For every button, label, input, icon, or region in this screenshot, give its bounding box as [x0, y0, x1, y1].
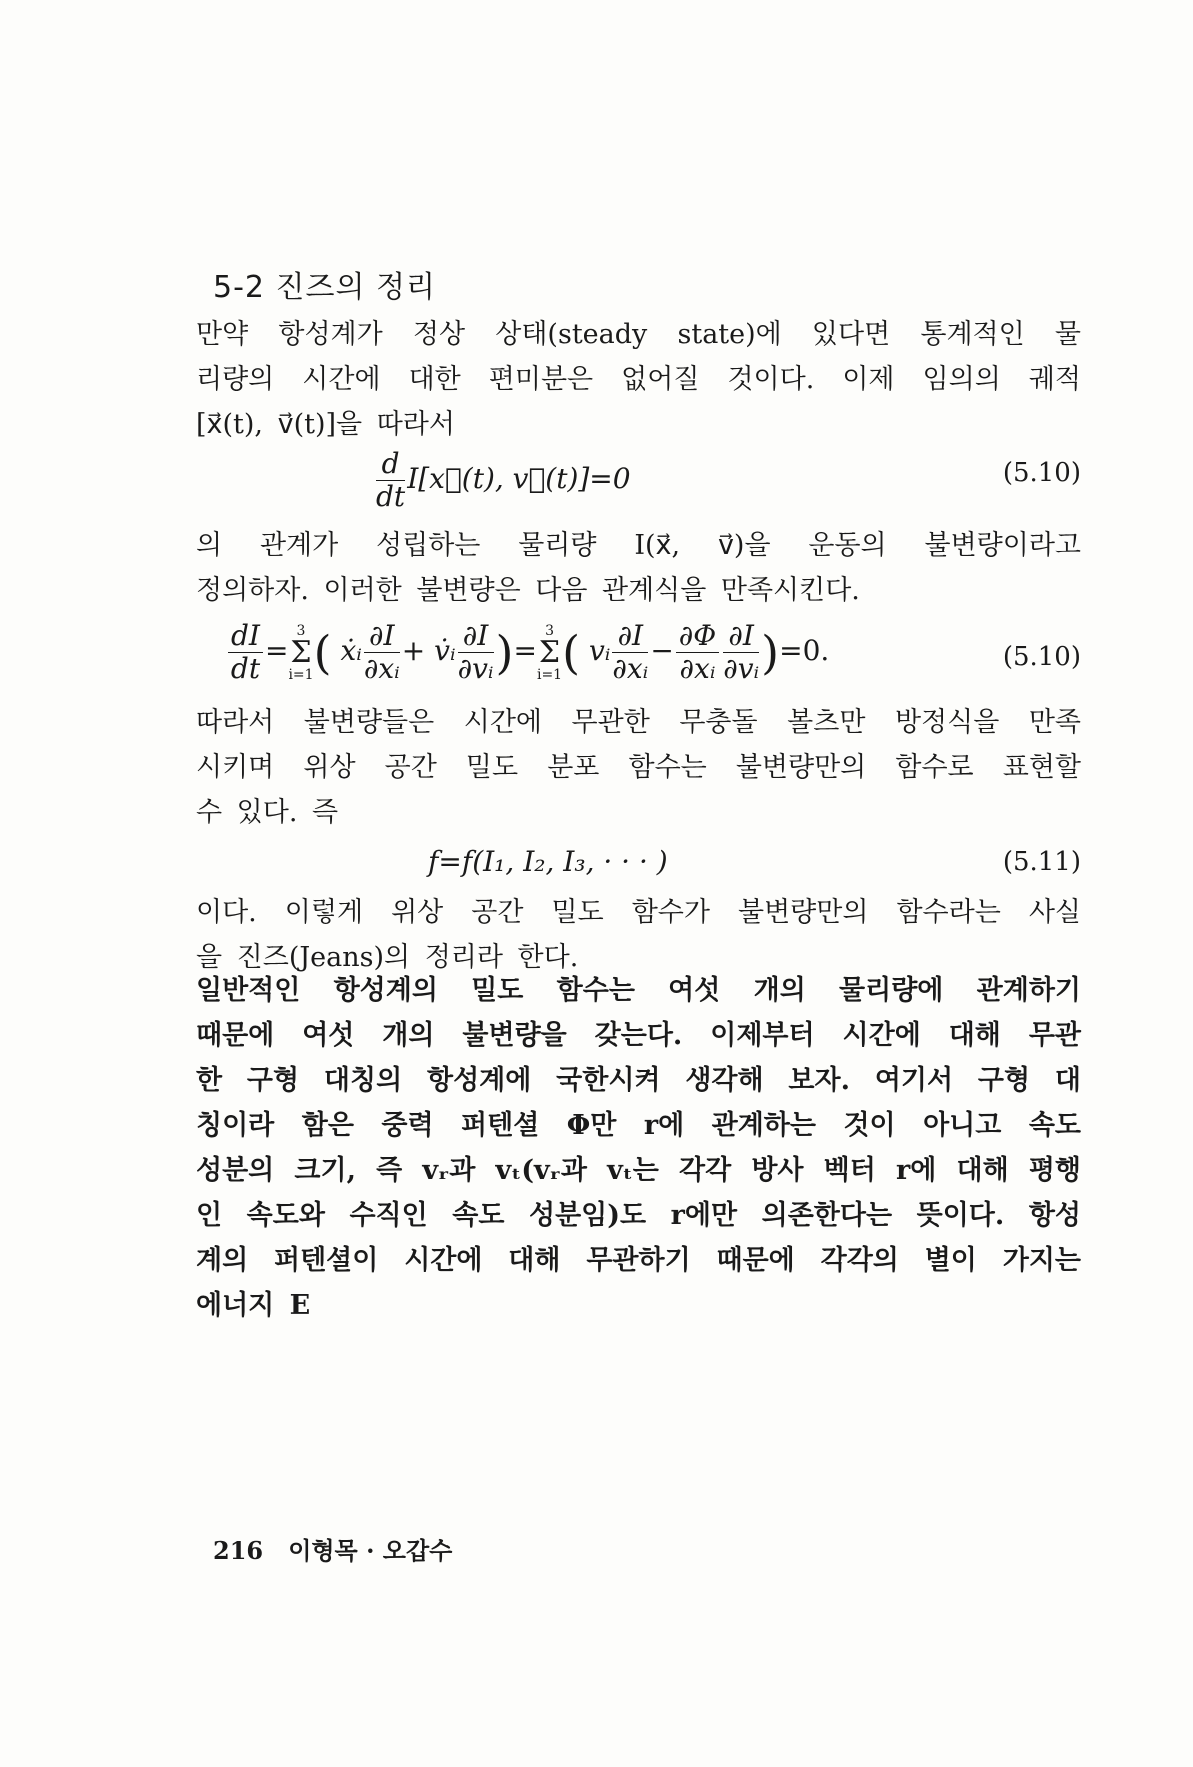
text-line: 의 관계가 성립하는 물리량 I(x⃗, v⃗)을 운동의 불변량이라고 — [196, 530, 1081, 561]
text-line: 에너지 E — [196, 1290, 311, 1321]
text-line: 한 구형 대칭의 항성계에 국한시켜 생각해 보자. 여기서 구형 대 — [196, 1065, 1081, 1096]
fraction-denominator: ∂vᵢ — [457, 652, 494, 685]
section-heading: 5-2 진즈의 정리 — [213, 270, 436, 305]
equation-body: I[x⃗(t), v⃗(t)]=0 — [407, 462, 631, 495]
text-line: 리량의 시간에 대한 편미분은 없어질 것이다. 이제 임의의 궤적 — [196, 364, 1081, 395]
text-line: 을 진즈(Jeans)의 정리라 한다. — [196, 942, 579, 973]
text-line: 일반적인 항성계의 밀도 함수는 여섯 개의 물리량에 관계하기 — [196, 975, 1081, 1006]
fraction — [228, 620, 263, 685]
text-line: 칭이라 함은 중력 퍼텐셜 Φ만 r에 관계하는 것이 아니고 속도 — [196, 1110, 1081, 1141]
paragraph-1 — [196, 312, 1081, 447]
paragraph-2 — [196, 523, 1081, 613]
text-line: 계의 퍼텐셜이 시간에 대해 무관하기 때문에 각각의 별이 가지는 — [196, 1245, 1081, 1276]
equation-number: (5.10) — [1002, 642, 1081, 672]
summation: 3 Σ i=1 — [536, 622, 563, 683]
text-line: 때문에 여섯 개의 불변량을 갖는다. 이제부터 시간에 대해 무관 — [196, 1020, 1081, 1051]
coefficient: v̇ᵢ — [434, 634, 456, 667]
fraction-numerator: ∂I — [723, 620, 759, 653]
fraction-numerator: dI — [228, 620, 263, 653]
text-line: [x⃗(t), v⃗(t)]을 따라서 — [196, 409, 455, 440]
text-line: 수 있다. 즉 — [196, 797, 339, 828]
equation-number: (5.11) — [1002, 847, 1081, 877]
equation-number: (5.10) — [1002, 458, 1081, 488]
fraction-denominator: ∂vᵢ — [723, 652, 760, 685]
equation-tail: =0. — [779, 634, 830, 667]
text-line: 시키며 위상 공간 밀도 분포 함수는 불변량만의 함수로 표현할 — [196, 752, 1081, 783]
text-line: 이다. 이렇게 위상 공간 밀도 함수가 불변량만의 함수라는 사실 — [196, 897, 1081, 928]
text-line: 인 속도와 수직인 속도 성분임)도 r에만 의존한다는 뜻이다. 항성 — [196, 1200, 1081, 1231]
text-line: 성분의 크기, 즉 vᵣ과 vₜ(vᵣ과 vₜ는 각각 방사 벡터 r에 대해 평행 — [196, 1155, 1081, 1186]
fraction-numerator: d — [376, 448, 405, 481]
equation-5-10-b: $\frac{dI}{dt}$ =3 Σ i=1( ẋᵢ $\frac{\partial I}{\text{∂xᵢ}}$ + v̇ᵢ $\frac{\partial I}{\text{∂vᵢ}}$ )=3 Σ i=1( vᵢ $\frac{\partial I}{\text{∂xᵢ}}$ − $\frac{\partial\Phi}{\text{∂xᵢ}}$ $\frac{\partial I}{\text{∂vᵢ}}$ )=0. (5.10) — [196, 620, 1081, 680]
fraction-denominator: dt — [376, 480, 406, 513]
paragraph-5 — [196, 968, 1081, 1328]
text-line: 따라서 불변량들은 시간에 무관한 무충돌 볼츠만 방정식을 만족 — [196, 707, 1081, 738]
equation-5-10-a — [196, 447, 1081, 513]
sum-lower: i=1 — [536, 666, 563, 683]
sum-upper: 3 — [296, 622, 306, 639]
fraction-denominator: ∂xᵢ — [679, 652, 716, 685]
sum-lower: i=1 — [288, 666, 314, 683]
fraction-denominator: dt — [230, 652, 261, 685]
coefficient: vᵢ — [588, 634, 611, 667]
text-line: 정의하자. 이러한 불변량은 다음 관계식을 만족시킨다. — [196, 575, 860, 606]
fraction-numerator: ∂I — [458, 620, 494, 653]
paragraph-4 — [196, 890, 1081, 980]
page-number: 216 — [213, 1536, 264, 1565]
fraction-denominator: ∂xᵢ — [363, 652, 400, 685]
page-footer — [213, 1531, 452, 1566]
footer-authors: 이형목 · 오갑수 — [288, 1536, 453, 1565]
text-line: 만약 항성계가 정상 상태(steady state)에 있다면 통계적인 물 — [196, 319, 1081, 350]
fraction-numerator: ∂I — [364, 620, 400, 653]
fraction-denominator: ∂xᵢ — [612, 652, 649, 685]
fraction-numerator: ∂I — [612, 620, 648, 653]
equation-body: f=f(I₁, I₂, I₃, · · · ) — [428, 845, 668, 878]
fraction-numerator: ∂Φ — [676, 620, 719, 653]
summation: 3 Σ i=1 — [288, 622, 314, 683]
sum-upper: 3 — [545, 622, 554, 639]
paragraph-3 — [196, 700, 1081, 835]
fraction — [376, 448, 405, 513]
coefficient: ẋᵢ — [340, 634, 362, 667]
